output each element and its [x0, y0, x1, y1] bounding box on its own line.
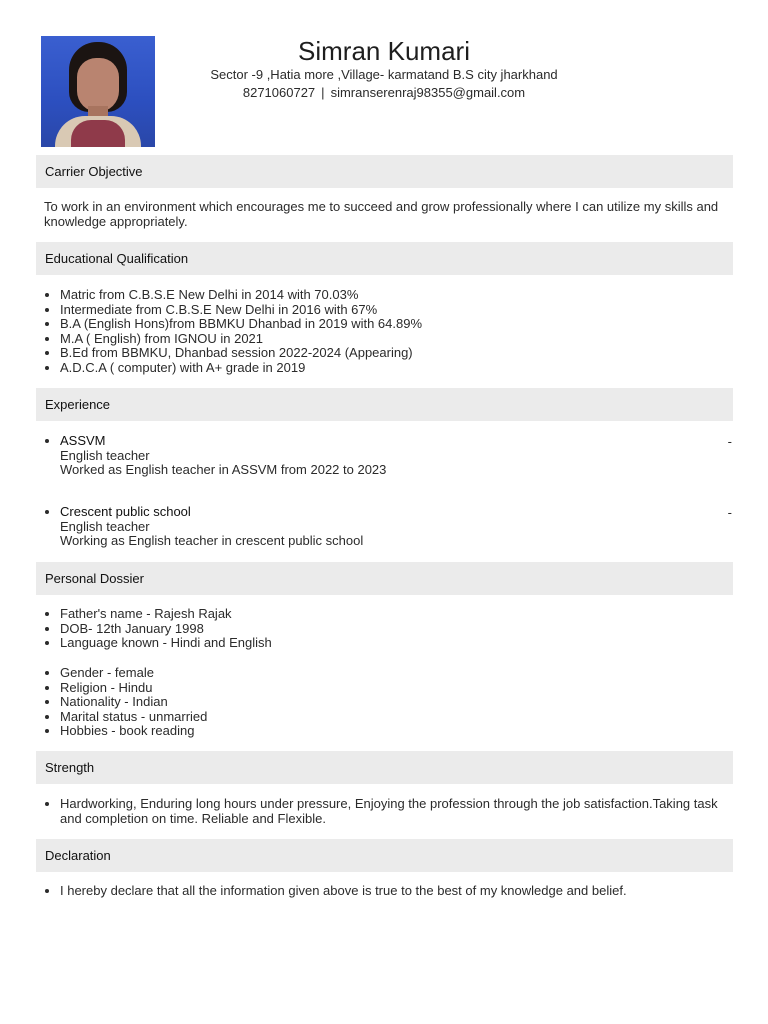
section-header-strength: Strength — [36, 751, 733, 784]
list-item: • Father's name - Rajesh Rajak — [60, 607, 724, 622]
section-header-declaration: Declaration — [36, 839, 733, 872]
section-header-personal: Personal Dossier — [36, 562, 733, 595]
experience-description: Working as English teacher in crescent public school — [60, 533, 364, 549]
list-item: • I hereby declare that all the information given above is true to the best of my knowledge and belief. — [60, 884, 724, 899]
list-item: • B.A (English Hons)from BBMKU Dhanbad in 2019 with 64.89% — [60, 317, 724, 332]
personal-list-2 — [44, 666, 724, 739]
list-item: • Gender - female — [60, 666, 724, 681]
experience-org: • Crescent public school — [60, 504, 191, 519]
list-item: • Hobbies - book reading — [60, 724, 724, 739]
address: Sector -9 ,Hatia more ,Village- karmatand B.S city jharkhand — [210, 67, 558, 82]
list-item: • Intermediate from C.B.S.E New Delhi in 2016 with 67% — [60, 303, 724, 318]
candidate-name: Simran Kumari — [298, 36, 470, 66]
strength-list — [44, 797, 724, 826]
list-item: • Nationality - Indian — [60, 695, 724, 710]
section-header-experience: Experience — [36, 388, 733, 421]
section-header-education: Educational Qualification — [36, 242, 733, 275]
experience-org: • ASSVM — [60, 433, 106, 448]
list-item: • Language known - Hindi and English — [60, 636, 724, 651]
list-item: • A.D.C.A ( computer) with A+ grade in 2019 — [60, 361, 724, 376]
declaration-list — [44, 884, 724, 899]
experience-role: English teacher — [60, 447, 150, 463]
section-header-objective: Carrier Objective — [36, 155, 733, 188]
list-item — [60, 434, 724, 478]
list-item: • B.Ed from BBMKU, Dhanbad session 2022-2024 (Appearing) — [60, 346, 724, 361]
experience-role: English teacher — [60, 518, 150, 534]
education-list — [44, 288, 724, 376]
list-item: • Religion - Hindu — [60, 681, 724, 696]
list-item: • M.A ( English) from IGNOU in 2021 — [60, 332, 724, 347]
list-item — [60, 505, 724, 549]
list-item: • Marital status - unmarried — [60, 710, 724, 725]
experience-date-dash: - — [727, 505, 732, 520]
phone-number: 8271060727 — [242, 85, 316, 100]
experience-description: Worked as English teacher in ASSVM from 2022 to 2023 — [60, 462, 387, 478]
list-item: • Matric from C.B.S.E New Delhi in 2014 with 70.03% — [60, 288, 724, 303]
experience-entry — [44, 434, 724, 478]
objective-text: To work in an environment which encourages me to succeed and grow professionally where I can utilize my skills and knowledge appropriately. — [44, 199, 719, 229]
photo-shirt — [71, 120, 125, 147]
list-item: • Hardworking, Enduring long hours under pressure, Enjoying the profession through the job satisfaction.Taking task and completion on time. Reliable and Flexible. — [60, 797, 724, 826]
experience-entry — [44, 505, 724, 549]
personal-list-1 — [44, 607, 724, 651]
contact-details — [0, 85, 768, 100]
contact-separator: | — [321, 85, 325, 100]
list-item: • DOB- 12th January 1998 — [60, 622, 724, 637]
email-address: simranserenraj98355@gmail.com — [330, 85, 526, 100]
experience-date-dash: - — [727, 434, 732, 449]
